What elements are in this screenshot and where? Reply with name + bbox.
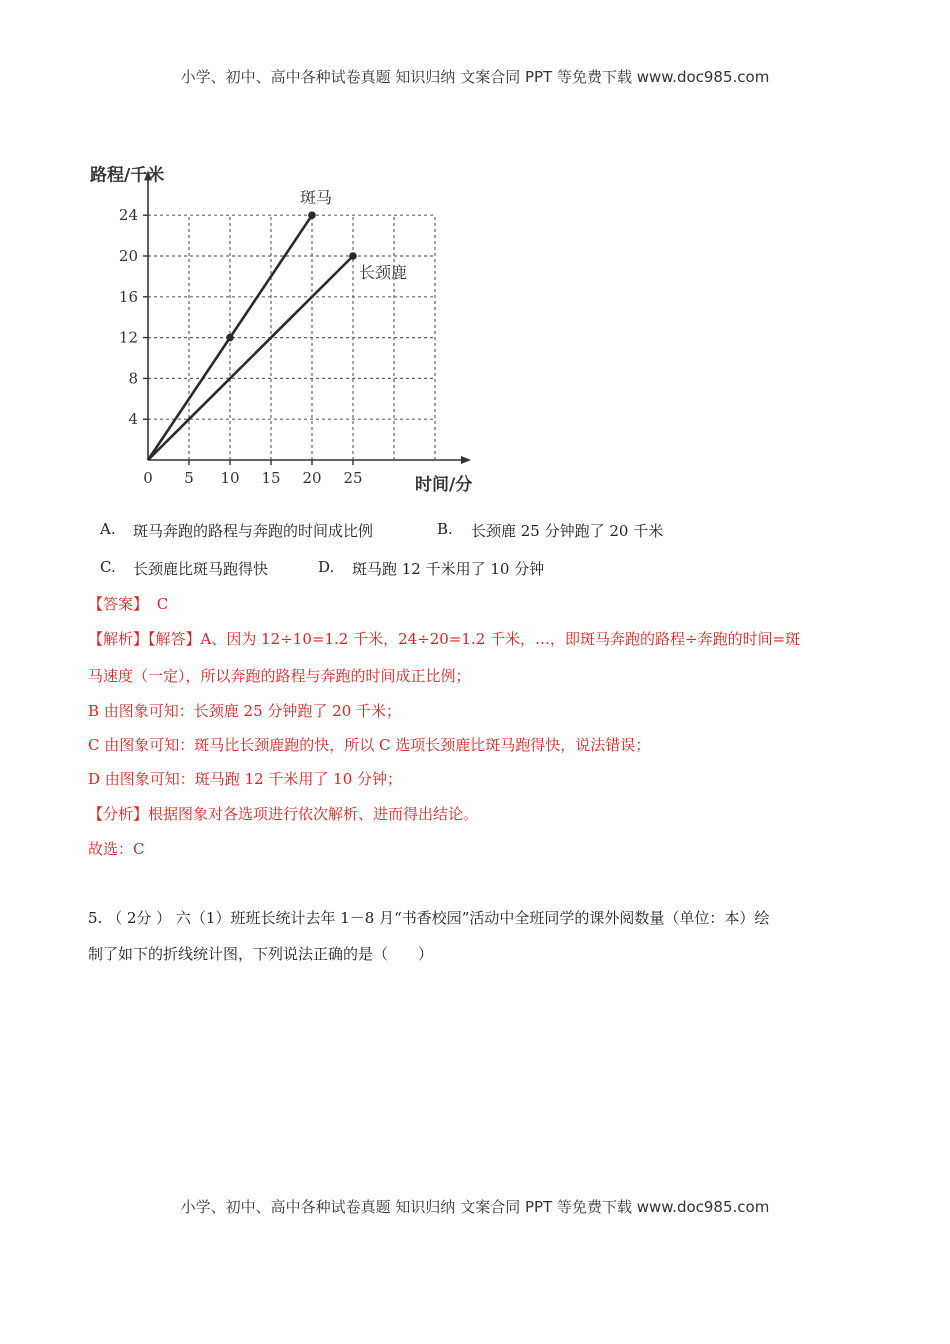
option-c-label: C. xyxy=(100,558,116,576)
answer-tag: 【答案】 xyxy=(88,595,149,613)
x-tick-label: 0 xyxy=(143,469,153,487)
chart-grid xyxy=(148,215,435,460)
answer-value: C xyxy=(156,595,169,613)
fenxi-text: 根据图象对各选项进行依次解析、进而得出结论。 xyxy=(148,805,479,823)
y-tick-label: 20 xyxy=(118,247,138,265)
option-a-label: A. xyxy=(100,520,116,538)
x-tick-label: 10 xyxy=(220,469,240,487)
option-d-text: 斑马跑 12 千米用了 10 分钟 xyxy=(352,560,545,578)
option-b-text: 长颈鹿 25 分钟跑了 20 千米 xyxy=(471,522,664,540)
data-point xyxy=(226,334,234,342)
solution-tag: 【解答】 xyxy=(148,630,201,648)
y-tick-label: 12 xyxy=(118,328,138,347)
y-tick-label: 8 xyxy=(128,369,138,388)
x-tick-label: 25 xyxy=(343,469,363,487)
analysis-text-1: A、因为 12÷10=1.2 千米，24÷20=1.2 千米，…，即斑马奔跑的路程÷奔跑的时间=斑 xyxy=(200,630,801,648)
option-b-label: B. xyxy=(437,520,453,538)
question-5-line-2: 制了如下的折线统计图，下列说法正确的是（ ） xyxy=(88,945,434,963)
distance-time-chart xyxy=(88,150,488,500)
fenxi-line xyxy=(88,803,478,824)
analysis-line-1 xyxy=(88,628,800,649)
analysis-line-2: 马速度（一定），所以奔跑的路程与奔跑的时间成正比例； xyxy=(88,667,471,685)
x-tick-label: 20 xyxy=(302,469,322,487)
x-axis-title: 时间/分 xyxy=(415,475,473,495)
x-tick-label: 15 xyxy=(261,469,281,487)
header-banner: 小学、初中、高中各种试卷真题 知识归纳 文案合同 PPT 等免费下载 www.doc985.com xyxy=(180,68,770,86)
analysis-line-4: C 由图象可知：斑马比长颈鹿跑的快，所以 C 选项长颈鹿比斑马跑得快，说法错误； xyxy=(88,736,651,754)
footer-banner: 小学、初中、高中各种试卷真题 知识归纳 文案合同 PPT 等免费下载 www.doc985.com xyxy=(180,1198,770,1216)
answer-line xyxy=(88,593,168,614)
option-d-label: D. xyxy=(318,558,335,576)
chart-axes xyxy=(144,170,471,464)
chart-series xyxy=(148,211,357,460)
y-axis-title: 路程/千米 xyxy=(90,165,165,186)
analysis-line-5: D 由图象可知：斑马跑 12 千米用了 10 分钟； xyxy=(88,770,403,788)
option-c-text: 长颈鹿比斑马跑得快 xyxy=(133,560,269,578)
y-tick-label: 4 xyxy=(128,410,138,429)
conclusion-line: 故选：C xyxy=(88,840,145,858)
data-point xyxy=(349,252,357,260)
y-tick-label: 24 xyxy=(118,206,138,225)
series-label-giraffe: 长颈鹿 xyxy=(359,263,408,282)
data-point xyxy=(308,211,316,219)
y-tick-label: 16 xyxy=(118,287,138,306)
analysis-line-3: B 由图象可知：长颈鹿 25 分钟跑了 20 千米； xyxy=(88,702,402,720)
question-5-line-1: 5. （ 2分 ） 六（1）班班长统计去年 1－8 月“书香校园”活动中全班同学的课外阅数量（单位：本）绘 xyxy=(88,909,770,927)
x-axis-arrow xyxy=(461,456,471,464)
fenxi-tag: 【分析】 xyxy=(88,805,149,823)
x-tick-label: 5 xyxy=(184,469,194,487)
series-label-zebra: 斑马 xyxy=(300,188,333,208)
series-line-giraffe xyxy=(148,256,353,460)
analysis-tag: 【解析】 xyxy=(88,630,149,648)
chart-ticks xyxy=(119,206,363,487)
option-a-text: 斑马奔跑的路程与奔跑的时间成比例 xyxy=(133,522,374,540)
